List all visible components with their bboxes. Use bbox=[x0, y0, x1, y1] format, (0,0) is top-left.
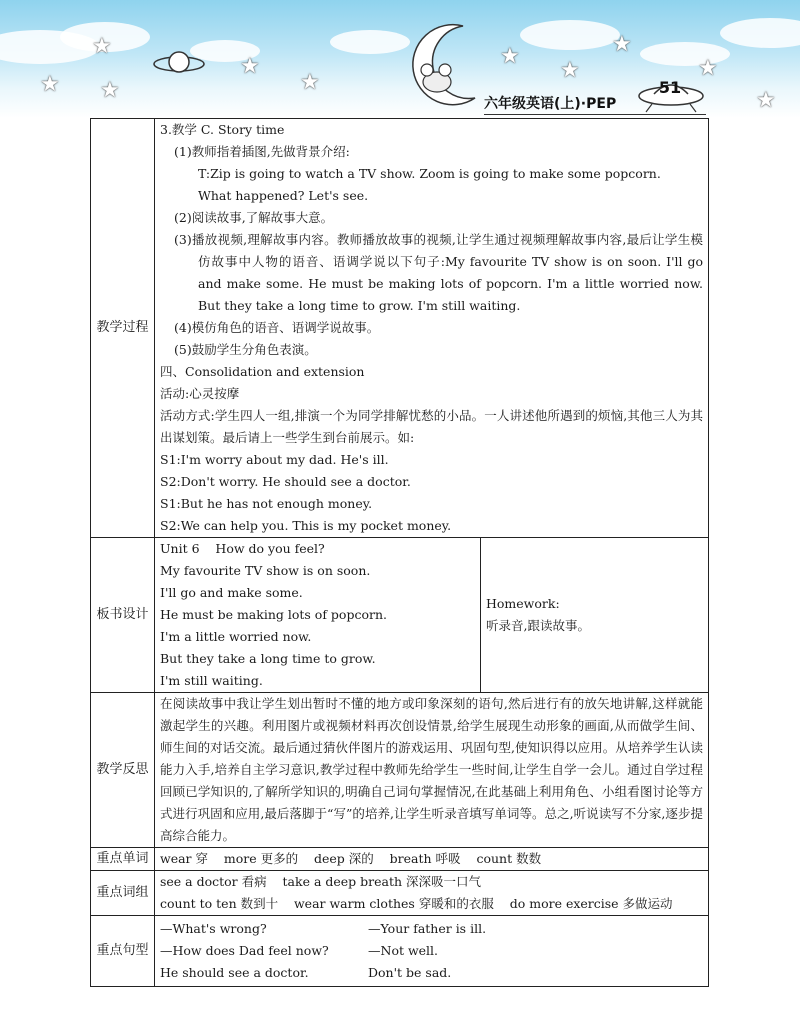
process-paragraph: 活动方式:学生四人一组,排演一个为同学排解忧愁的小品。一人讲述他所遇到的烦恼,其他三人为其出谋划策。最后请上一些学生到台前展示。如: bbox=[160, 408, 704, 445]
key-phrases-line: see a doctor 看病 take a deep breath 深深吸一口气 bbox=[160, 874, 482, 889]
homework-cell bbox=[481, 538, 709, 693]
sentence-answer: Don't be sad. bbox=[368, 965, 452, 980]
key-sentences-row bbox=[91, 916, 709, 987]
process-row bbox=[91, 119, 709, 538]
sentence-pair bbox=[160, 918, 703, 940]
process-line: (5)鼓励学生分角色表演。 bbox=[174, 342, 317, 357]
star-icon: ★ bbox=[698, 56, 718, 81]
homework-text: 听录音,跟读故事。 bbox=[486, 618, 590, 633]
header-sky-banner bbox=[0, 0, 800, 118]
key-phrases-row bbox=[91, 871, 709, 916]
process-line: 活动:心灵按摩 bbox=[160, 386, 240, 401]
board-line: But they take a long time to grow. bbox=[160, 651, 376, 666]
star-icon: ★ bbox=[240, 54, 260, 79]
reflection-label: 教学反思 bbox=[91, 693, 155, 848]
key-words-text: wear 穿 more 更多的 deep 深的 breath 呼吸 count 数数 bbox=[160, 851, 542, 866]
process-line: S1:I'm worry about my dad. He's ill. bbox=[160, 452, 389, 467]
board-line: I'll go and make some. bbox=[160, 585, 303, 600]
process-line: S2:We can help you. This is my pocket money. bbox=[160, 518, 452, 533]
key-words-row bbox=[91, 848, 709, 871]
key-sentences-label: 重点句型 bbox=[91, 916, 155, 987]
page-number: 51 bbox=[658, 78, 682, 97]
sentence-question: —What's wrong? bbox=[160, 921, 267, 936]
process-line: 3.教学 C. Story time bbox=[160, 122, 285, 137]
sentence-pair bbox=[160, 940, 703, 962]
book-title: 六年级英语(上)·PEP bbox=[484, 96, 617, 112]
key-phrases-label: 重点词组 bbox=[91, 871, 155, 916]
star-icon: ★ bbox=[300, 70, 320, 95]
board-line: I'm still waiting. bbox=[160, 673, 263, 688]
reflection-content bbox=[155, 693, 709, 848]
moon-mascot-icon bbox=[405, 20, 485, 110]
process-line: (1)教师指着插图,先做背景介绍: bbox=[174, 144, 350, 159]
board-content bbox=[155, 538, 481, 693]
process-line: (2)阅读故事,了解故事大意。 bbox=[174, 210, 334, 225]
board-label: 板书设计 bbox=[91, 538, 155, 693]
key-words-content bbox=[155, 848, 709, 871]
key-words-label: 重点单词 bbox=[91, 848, 155, 871]
star-icon: ★ bbox=[756, 88, 776, 113]
board-line: I'm a little worried now. bbox=[160, 629, 312, 644]
star-icon: ★ bbox=[100, 78, 120, 103]
board-line: He must be making lots of popcorn. bbox=[160, 607, 387, 622]
process-line: S2:Don't worry. He should see a doctor. bbox=[160, 474, 411, 489]
star-icon: ★ bbox=[40, 72, 60, 97]
process-line: (4)模仿角色的语音、语调学说故事。 bbox=[174, 320, 380, 335]
process-line: T:Zip is going to watch a TV show. Zoom is going to make some popcorn. bbox=[198, 166, 661, 181]
planet-icon bbox=[152, 48, 206, 78]
key-sentences-content bbox=[155, 916, 709, 987]
cloud-shape bbox=[330, 30, 410, 54]
header-divider bbox=[484, 114, 706, 115]
sentence-pair bbox=[160, 962, 703, 984]
process-content bbox=[155, 119, 709, 538]
reflection-row bbox=[91, 693, 709, 848]
cloud-shape bbox=[520, 20, 620, 50]
key-phrases-content bbox=[155, 871, 709, 916]
cloud-shape bbox=[720, 18, 800, 48]
reflection-text: 在阅读故事中我让学生划出暂时不懂的地方或印象深刻的语句,然后进行有的放矢地讲解,这样就能激起学生的兴趣。利用图片或视频材料再次创设情景,给学生展现生动形象的画面,从而做学生间、师生间的对话交流。最后通过猜伙伴图片的游戏运用、巩固句型,使知识得以应用。从培养学生认读能力入手,培养自主学习意识,教学过程中教师先给学生一些时间,让学生自学一会儿。通过自学过程回顾已学知识的,了解所学知识的,明确自己词句掌握情况,在此基础上利用角色、小组看图讨论等方式进行巩固和应用,最后落脚于“写”的培养,让学生听录音填写单词等。总之,听说读写不分家,逐步提高综合能力。 bbox=[160, 696, 704, 843]
star-icon: ★ bbox=[612, 32, 632, 57]
lesson-plan-table bbox=[90, 118, 709, 987]
star-icon: ★ bbox=[560, 58, 580, 83]
process-paragraph: (3)播放视频,理解故事内容。教师播放故事的视频,让学生通过视频理解故事内容,最后让学生模仿故事中人物的语音、语调学说以下句子:My favourite TV show is on soon. I'll go and make some. He must be making lots of popcorn. I'm a little worried now. But they take a long time to grow. I'm still waiting. bbox=[174, 232, 704, 313]
board-row bbox=[91, 538, 709, 693]
sentence-question: —How does Dad feel now? bbox=[160, 943, 329, 958]
process-line: 四、Consolidation and extension bbox=[160, 364, 365, 379]
star-icon: ★ bbox=[500, 44, 520, 69]
sentence-answer: —Not well. bbox=[368, 943, 439, 958]
board-line: My favourite TV show is on soon. bbox=[160, 563, 371, 578]
process-line: What happened? Let's see. bbox=[198, 188, 369, 203]
star-icon: ★ bbox=[92, 34, 112, 59]
process-label: 教学过程 bbox=[91, 119, 155, 538]
board-line: Unit 6 How do you feel? bbox=[160, 541, 325, 556]
key-phrases-line: count to ten 数到十 wear warm clothes 穿暖和的衣服 do more exercise 多做运动 bbox=[160, 896, 673, 911]
sentence-question: He should see a doctor. bbox=[160, 965, 309, 980]
sentence-answer: —Your father is ill. bbox=[368, 921, 487, 936]
process-line: S1:But he has not enough money. bbox=[160, 496, 373, 511]
homework-title: Homework: bbox=[486, 596, 560, 611]
